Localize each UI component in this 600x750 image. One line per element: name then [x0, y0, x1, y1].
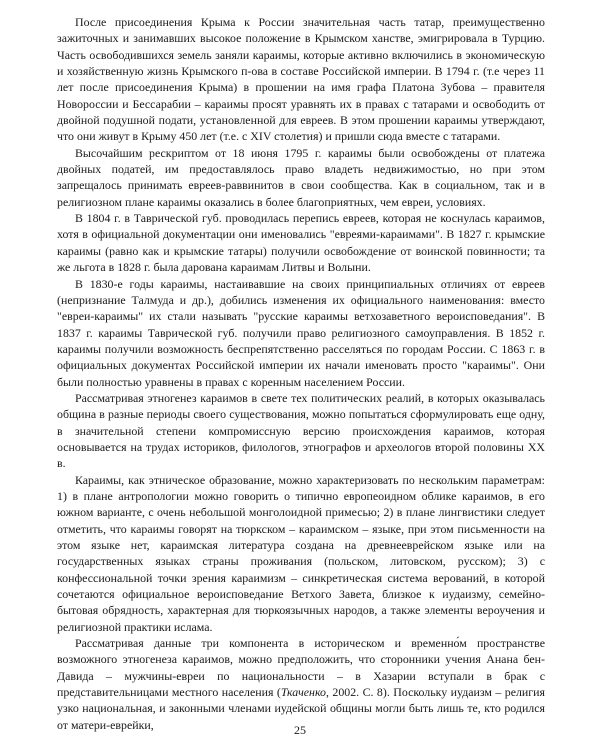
- paragraph-1830s: В 1830-е годы караимы, настаивавшие на своих принципиальных отличиях от евреев (непризнание Талмуда и др.), добились изменения их официального наименования: вместо "евреи-караимы" их стали называть "русские караимы ветхозаветного вероисповедания". В 1837 г. караимы Таврической губ. получили право религиозного самоуправления. В 1852 г. караимы получили возможность беспрепятственно расселяться по городам России. С 1863 г. в официальных документах Российской империи их начали именовать просто "караимы". Они были полностью уравнены в правах с коренным населением России.: [57, 276, 545, 389]
- paragraph-ethnogenesis: Рассматривая этногенез караимов в свете тех политических реалий, в которых оказывалась община в разные периоды своего существования, можно попытаться сформулировать еще одну, в значительной степени компромиссную версию происхождения караимов, которая основывается на трудах историков, филологов, этнографов и археологов второй половины XX в.: [57, 390, 545, 471]
- paragraph-annexation: После присоединения Крыма к России значительная часть татар, преимущественно зажиточных и занимавших высокое положение в Крымском ханстве, эмигрировала в Турцию. Часть освободившихся земель заняли караимы, которые активно включились в экономическую и хозяйственную жизнь Крымского п-ова в составе Российской империи. В 1794 г. (т.е через 11 лет после присоединения Крыма) в прошении на имя графа Платона Зубова – правителя Новороссии и Бессарабии – караимы просят уравнять их в правах с татарами и освободить от двойной подушной подати, установленной для евреев. В этом прошении караимы утверждают, что они живут в Крыму 450 лет (т.е. с XIV столетия) и пришли сюда вместе с татарами.: [57, 15, 545, 144]
- paragraph-text-after: , 2002. С. 8). Поскольку иудаизм – религия узко национальная, и законными членами иудейской общины могли быть лишь те, кто родился от матери-еврейки,: [57, 685, 545, 732]
- paragraph-rescript-1795: Высочайшим рескриптом от 18 июня 1795 г. караимы были освобождены от платежа двойных податей, им предоставлялось право владеть недвижимостью, но при этом запрещалось принимать евреев-раввинитов в свои сообщества. Как в социальном, так и в религиозном плане караимы оказались в более благоприятных, чем евреи, условиях.: [57, 145, 545, 209]
- paragraph-text-before: Рассматривая данные три компонента в историческом и временно́м пространстве возможного этногенеза караимов, можно предположить, что сторонники учения Анана бен-Давида – мужчины-евреи по национальности – в Хазарии вступали в брак с представительницами местного населения (: [57, 636, 545, 700]
- paragraph-parameters: Караимы, как этническое образование, можно характеризовать по нескольким параметрам: 1) в плане антропологии можно говорить о типично европеоидном облике караимов, в его южном варианте, с очень небольшой монголоидной примесью; 2) в плане лингвистики следует отметить, что караимы говорят на тюркском – караимском – языке, при этом письменности на этом языке нет, караимская литература создана на древнееврейском языке или на государственных языках страны проживания (польском, литовском, русском); 3) с конфессиональной точки зрения караимизм – синкретическая система верований, в которой сочетаются официальное вероисповедание Ветхого Завета, близкое к иудаизму, семейно-бытовая обрядность, характерная для тюркоязычных народов, а также элементы вероучения и религиозной практики ислама.: [57, 472, 545, 634]
- citation-author: Ткаченко: [280, 685, 326, 700]
- paragraph-three-components: [57, 635, 545, 733]
- page-number: 25: [294, 723, 306, 737]
- document-page: [57, 14, 545, 733]
- paragraph-census-1804: В 1804 г. в Таврической губ. проводилась перепись евреев, которая не коснулась караимов, хотя в официальной документации они именовались "евреями-караимами". В 1827 г. крымские караимы (равно как и крымские татары) получили освобождение от воинской повинности; та же льгота в 1828 г. была дарована караимам Литвы и Волыни.: [57, 211, 545, 275]
